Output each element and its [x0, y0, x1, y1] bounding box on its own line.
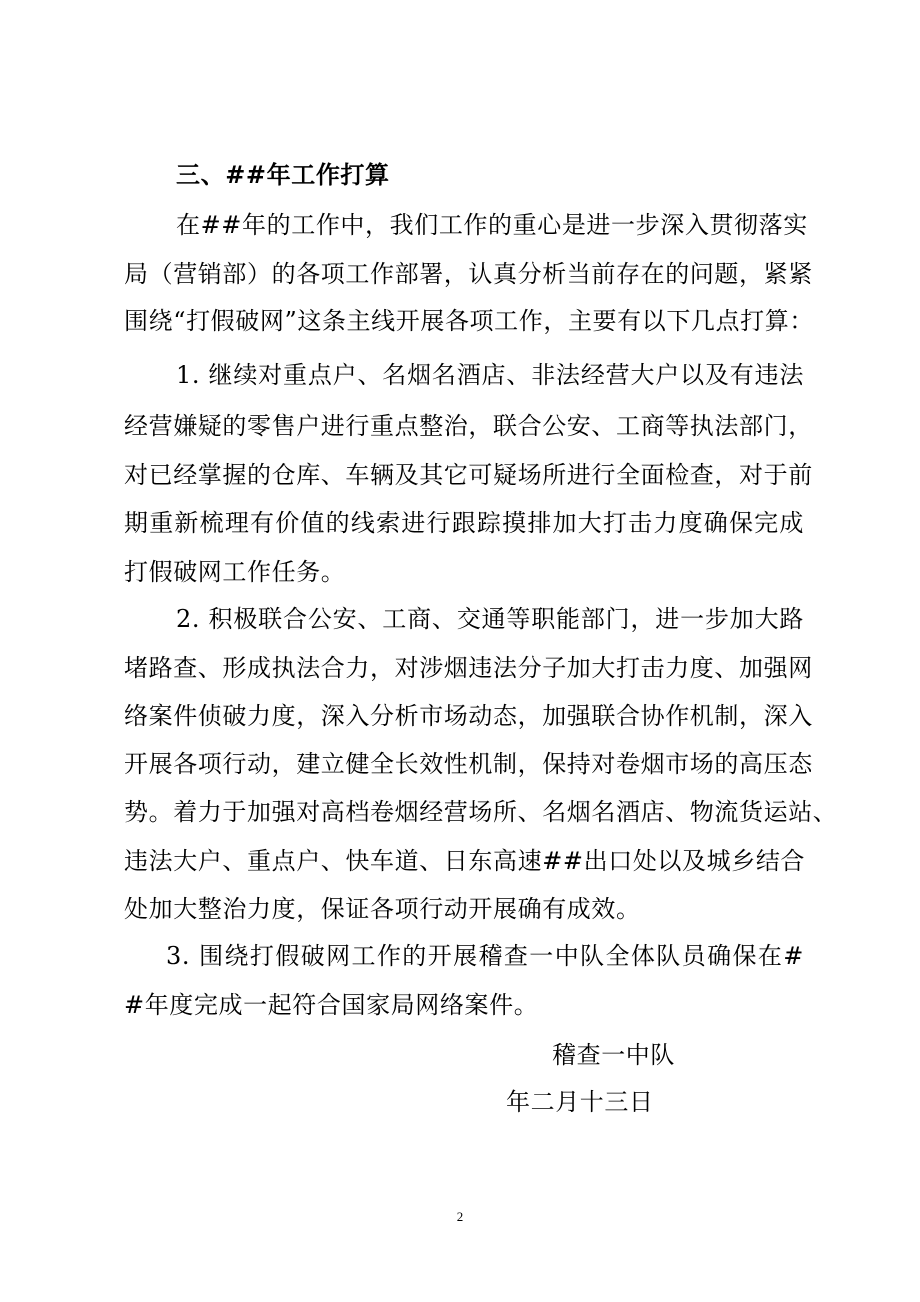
item-2-line: 违法大户、重点户、快车道、日东高速##出口处以及城乡结合 [124, 847, 806, 875]
item-2-line: 势。着力于加强对高档卷烟经营场所、名烟名酒店、物流货运站、 [124, 798, 838, 826]
item-2-line: 2. 积极联合公安、工商、交通等职能部门，进一步加大路 [176, 605, 804, 633]
item-1-line: 期重新梳理有价值的线索进行跟踪摸排加大打击力度确保完成 [124, 509, 804, 537]
item-3-line: #年度完成一起符合国家局网络案件。 [124, 991, 539, 1019]
signature-unit: 稽查一中队 [552, 1041, 675, 1069]
item-2-line: 处加大整治力度，保证各项行动开展确有成效。 [124, 895, 641, 923]
item-1-line: 对已经掌握的仓库、车辆及其它可疑场所进行全面检查，对于前 [124, 461, 813, 489]
item-3-line: 3. 围绕打假破网工作的开展稽查一中队全体队员确保在# [166, 942, 804, 970]
item-1-line: 1. 继续对重点户、名烟名酒店、非法经营大户以及有违法 [176, 361, 804, 389]
intro-line: 局（营销部）的各项工作部署，认真分析当前存在的问题，紧紧 [124, 260, 813, 288]
page-number: 2 [456, 1209, 464, 1224]
item-1-line: 经营嫌疑的零售户进行重点整治，联合公安、工商等执法部门， [124, 412, 813, 440]
item-1-line: 打假破网工作任务。 [124, 558, 346, 586]
item-2-line: 开展各项行动，建立健全长效性机制，保持对卷烟市场的高压态 [124, 750, 813, 778]
signature-date: 年二月十三日 [506, 1088, 654, 1116]
section-heading: 三、##年工作打算 [176, 160, 390, 189]
item-2-line: 堵路查、形成执法合力，对涉烟违法分子加大打击力度、加强网 [124, 654, 813, 682]
intro-line: 在##年的工作中，我们工作的重心是进一步深入贯彻落实 [176, 211, 808, 239]
item-2-line: 络案件侦破力度，深入分析市场动态，加强联合协作机制，深入 [124, 702, 813, 730]
intro-line: 围绕“打假破网”这条主线开展各项工作，主要有以下几点打算： [124, 307, 814, 335]
